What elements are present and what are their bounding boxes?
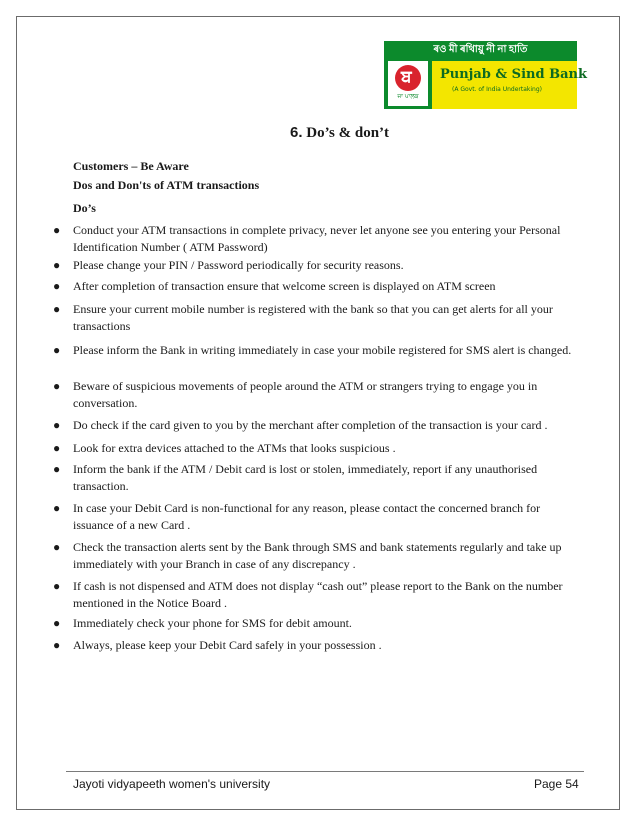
- bullet-icon: ●: [53, 638, 61, 652]
- footer-page-number: Page 54: [534, 777, 579, 791]
- bullet-icon: ●: [53, 379, 61, 393]
- section-title: [290, 124, 389, 142]
- bullet-icon: ●: [53, 302, 61, 316]
- logo-emblem-icon: [388, 61, 428, 106]
- logo-tagline: (A Govt. of India Undertaking): [452, 86, 542, 93]
- list-item-text: Always, please keep your Debit Card safely in your possession .: [73, 638, 382, 652]
- bullet-icon: ●: [53, 279, 61, 293]
- footer-rule: [66, 771, 584, 772]
- list-item: [53, 257, 583, 274]
- list-item-text: Conduct your ATM transactions in complete privacy, never let anyone see you entering your Personal Identification Number ( ATM Password): [73, 223, 561, 254]
- logo-top-text: ৰও মী ৰথিায়ু নী না হাতি: [384, 41, 577, 59]
- bullet-icon: ●: [53, 418, 61, 432]
- subheading-aware: Customers – Be Aware: [73, 159, 189, 173]
- list-item: [53, 222, 583, 256]
- list-item: [53, 637, 583, 654]
- logo-emblem-sub: ਜਾ ਪਾਲਕ: [397, 93, 419, 100]
- bank-logo: [384, 41, 587, 109]
- list-item: [53, 342, 583, 359]
- logo-bank-name: Punjab & Sind Bank: [440, 67, 587, 82]
- list-item: [53, 500, 583, 534]
- list-item-text: Inform the bank if the ATM / Debit card is lost or stolen, immediately, report if any unauthorised transaction.: [73, 462, 538, 493]
- section-title-text: Do’s & don’t: [306, 125, 390, 141]
- bullet-icon: ●: [53, 441, 61, 455]
- list-item-text: Check the transaction alerts sent by the Bank through SMS and bank statements regularly and take up immediately with your Branch in case of any discrepancy .: [73, 540, 562, 571]
- list-item: [53, 378, 583, 412]
- list-item: [53, 417, 583, 434]
- list-item: [53, 301, 583, 335]
- logo-band: [432, 61, 587, 109]
- list-item: [53, 278, 583, 295]
- footer-university: Jayoti vidyapeeth women's university: [73, 777, 271, 791]
- list-item-text: In case your Debit Card is non-functional for any reason, please contact the concerned branch for issuance of a new Card .: [73, 501, 541, 532]
- logo-glyph: ਬ: [401, 67, 412, 86]
- list-item-text: Look for extra devices attached to the ATMs that looks suspicious .: [73, 441, 396, 455]
- list-item-text: Please inform the Bank in writing immediately in case your mobile registered for SMS alert is changed.: [73, 343, 572, 357]
- list-item-text: If cash is not dispensed and ATM does not display “cash out” please report to the Bank on the number mentioned in the Notice Board .: [73, 579, 563, 610]
- list-item: [53, 539, 583, 573]
- bullet-icon: ●: [53, 258, 61, 272]
- list-item: [53, 461, 583, 495]
- bullet-icon: ●: [53, 462, 61, 476]
- list-item-text: Ensure your current mobile number is registered with the bank so that you can get alerts for all your transactions: [73, 302, 553, 333]
- list-item-text: Do check if the card given to you by the merchant after completion of the transaction is your card .: [73, 418, 548, 432]
- bullet-icon: ●: [53, 579, 61, 593]
- list-item-text: Beware of suspicious movements of people around the ATM or strangers trying to engage you in conversation.: [73, 379, 538, 410]
- subheading-dos: Do’s: [73, 201, 96, 215]
- subheading-dos-donts: Dos and Don'ts of ATM transactions: [73, 178, 260, 192]
- list-item: [53, 615, 583, 632]
- list-item: [53, 440, 583, 457]
- bullet-icon: ●: [53, 501, 61, 515]
- bullet-icon: ●: [53, 540, 61, 554]
- list-item: [53, 578, 583, 612]
- bullet-icon: ●: [53, 616, 61, 630]
- list-item-text: Please change your PIN / Password periodically for security reasons.: [73, 258, 404, 272]
- bullet-icon: ●: [53, 223, 61, 237]
- bullet-icon: ●: [53, 343, 61, 357]
- list-item-text: After completion of transaction ensure that welcome screen is displayed on ATM screen: [73, 279, 496, 293]
- section-number: 6.: [290, 124, 303, 141]
- list-item-text: Immediately check your phone for SMS for debit amount.: [73, 616, 352, 630]
